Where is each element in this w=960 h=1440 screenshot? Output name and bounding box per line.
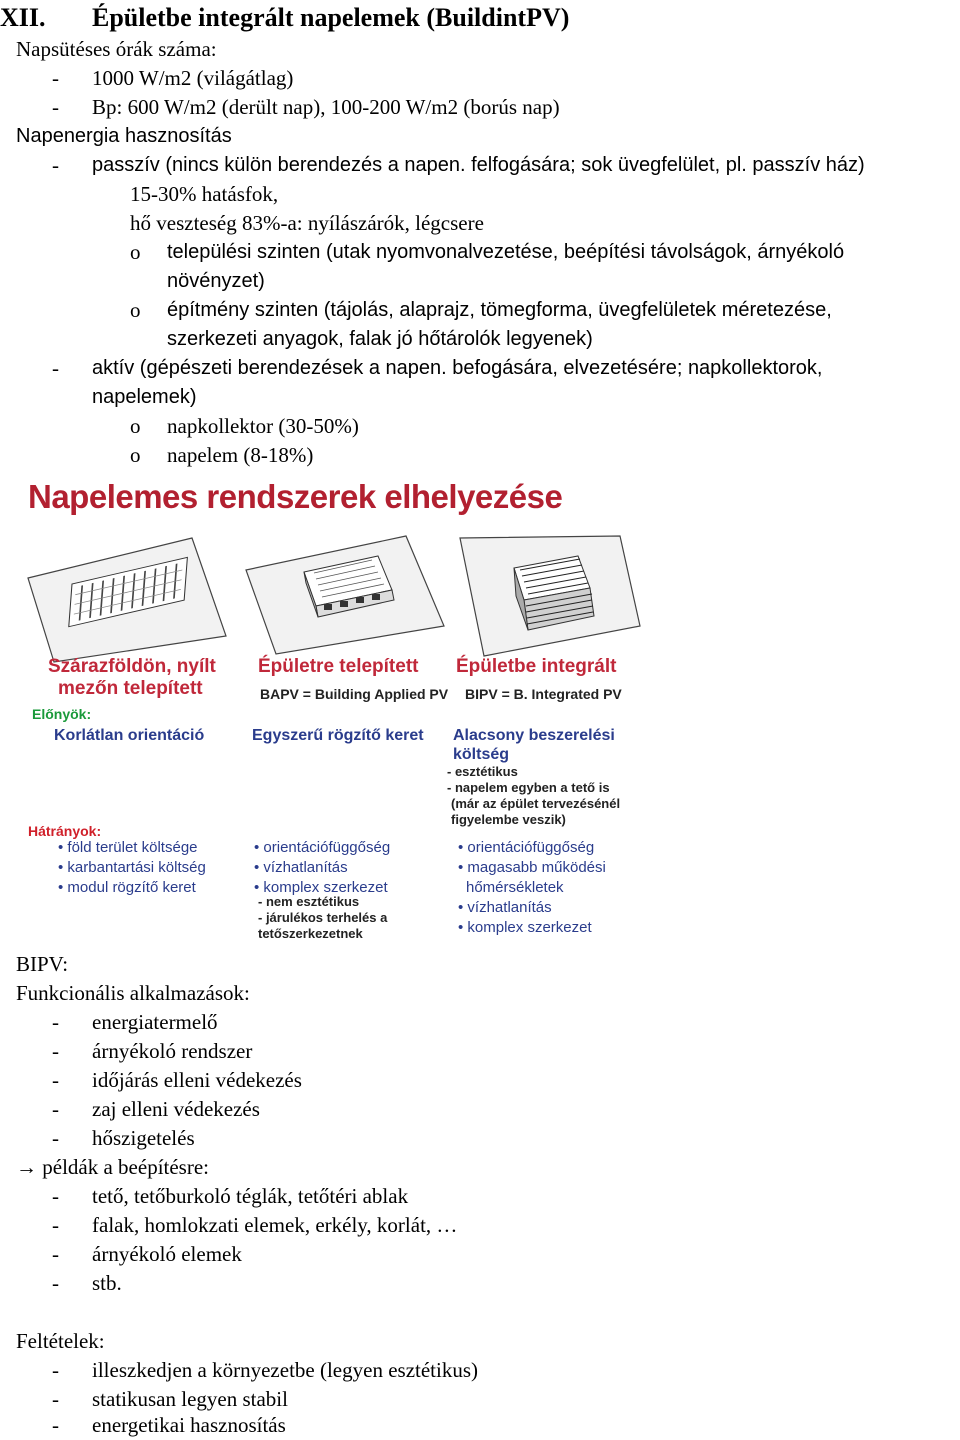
functional-item: árnyékoló rendszer bbox=[92, 1039, 253, 1063]
dash-marker: - bbox=[52, 1358, 59, 1382]
pro-line: Alacsony beszerelési bbox=[453, 727, 615, 744]
building-integrated-illustration bbox=[460, 536, 640, 656]
column-heading-line: mezőn telepített bbox=[58, 678, 203, 699]
note-line: - járulékos terhelés a bbox=[258, 910, 388, 925]
pro-bapv: Egyszerű rögzítő keret bbox=[252, 727, 424, 744]
pros-label: Előnyök: bbox=[32, 706, 92, 722]
bullet-marker: o bbox=[130, 414, 141, 438]
con-line: • karbantartási költség bbox=[58, 859, 206, 876]
building-applied-illustration bbox=[246, 536, 444, 654]
chapter-heading bbox=[0, 2, 569, 34]
functional-item: időjárás elleni védekezés bbox=[92, 1068, 302, 1092]
condition-item: illeszkedjen a környezetbe (legyen esztétikus) bbox=[92, 1358, 478, 1382]
con-line: hőmérsékletek bbox=[466, 879, 564, 896]
passive-sub-item-cont: szerkezeti anyagok, falak jó hőtárolók legyenek) bbox=[167, 328, 593, 350]
chapter-title: Épületbe integrált napelemek (BuildintPV) bbox=[92, 3, 570, 32]
chapter-number: XII. bbox=[0, 3, 46, 32]
dash-marker: - bbox=[52, 1126, 59, 1150]
pro-bipv bbox=[453, 726, 615, 764]
passive-heat-loss: hő veszteség 83%-a: nyílászárók, légcsere bbox=[130, 211, 484, 235]
example-item: falak, homlokzati elemek, erkély, korlát, … bbox=[92, 1213, 458, 1237]
column-sub-bipv: BIPV = B. Integrated PV bbox=[465, 686, 622, 702]
note-line: - nem esztétikus bbox=[258, 894, 360, 909]
note-line: - esztétikus bbox=[447, 764, 518, 779]
dash-marker: - bbox=[52, 1184, 59, 1208]
column-heading-ground bbox=[48, 656, 216, 700]
dash-marker: - bbox=[52, 95, 59, 119]
note-line: tetőszerkezetnek bbox=[258, 926, 363, 941]
note-line: - napelem egyben a tető is bbox=[447, 780, 610, 795]
functional-item: zaj elleni védekezés bbox=[92, 1097, 260, 1121]
pv-illustrations bbox=[14, 476, 650, 676]
dash-marker: - bbox=[52, 1387, 59, 1411]
column-heading-bipv: Épületbe integrált bbox=[456, 656, 617, 677]
dash-marker: - bbox=[52, 1097, 59, 1121]
figure-title: Napelemes rendszerek elhelyezése bbox=[28, 478, 563, 515]
cons-ground bbox=[58, 838, 206, 898]
column-heading-line: Szárazföldön, nyílt bbox=[48, 656, 216, 677]
condition-item: energetikai hasznosítás bbox=[92, 1413, 286, 1437]
dash-marker: - bbox=[52, 1242, 59, 1266]
con-line: • föld terület költsége bbox=[58, 839, 198, 856]
dash-marker: - bbox=[52, 66, 59, 90]
column-heading-bapv: Épületre telepített bbox=[258, 656, 419, 677]
pro-bipv-notes bbox=[447, 764, 620, 828]
cons-label: Hátrányok: bbox=[28, 823, 102, 839]
active-sub-item: napelem (8-18%) bbox=[167, 443, 314, 467]
passive-sub-item: települési szinten (utak nyomvonalvezetése, beépítési távolságok, árnyékoló bbox=[167, 241, 845, 263]
conditions-label: Feltételek: bbox=[16, 1329, 105, 1353]
cons-bapv-notes bbox=[258, 894, 387, 942]
column-sub-bapv: BAPV = Building Applied PV bbox=[260, 686, 449, 702]
dash-marker: - bbox=[52, 1413, 59, 1437]
functional-label: Funkcionális alkalmazások: bbox=[16, 981, 250, 1005]
dash-marker: - bbox=[52, 1039, 59, 1063]
con-line: • komplex szerkezet bbox=[458, 919, 592, 936]
active-item: aktív (gépészeti berendezések a napen. befogására, elvezetésére; napkollektorok, bbox=[92, 357, 823, 379]
sunshine-item: 1000 W/m2 (világátlag) bbox=[92, 66, 294, 90]
active-item-cont: napelemek) bbox=[92, 386, 197, 408]
condition-item: statikusan legyen stabil bbox=[92, 1387, 288, 1411]
pv-placement-figure bbox=[14, 476, 650, 942]
dash-marker: - bbox=[52, 1010, 59, 1034]
cons-bapv bbox=[254, 838, 390, 898]
example-item: tető, tetőburkoló téglák, tetőtéri ablak bbox=[92, 1184, 409, 1208]
pro-line: költség bbox=[453, 746, 510, 763]
examples-label: példák a beépítésre: bbox=[42, 1155, 209, 1179]
bullet-marker: o bbox=[130, 298, 141, 322]
passive-sub-item: építmény szinten (tájolás, alaprajz, tömegforma, üvegfelületek méretezése, bbox=[167, 299, 832, 321]
con-line: • vízhatlanítás bbox=[254, 859, 348, 876]
passive-item: passzív (nincs külön berendezés a napen. felfogására; sok üvegfelület, pl. passzív ház) bbox=[92, 154, 865, 176]
con-line: • orientációfüggőség bbox=[458, 839, 595, 856]
passive-efficiency: 15-30% hatásfok, bbox=[130, 182, 279, 206]
passive-sub-item-cont: növényzet) bbox=[167, 270, 265, 292]
note-line: (már az épület tervezésénél bbox=[451, 796, 621, 811]
dash-marker: - bbox=[52, 153, 59, 177]
cons-bipv bbox=[458, 838, 606, 938]
bullet-marker: o bbox=[130, 443, 141, 467]
con-line: • magasabb működési bbox=[458, 859, 606, 876]
bullet-marker: o bbox=[130, 240, 141, 264]
con-line: • modul rögzítő keret bbox=[58, 879, 196, 896]
solar-use-label: Napenergia hasznosítás bbox=[16, 125, 232, 147]
dash-marker: - bbox=[52, 1068, 59, 1092]
arrow-right-icon: → bbox=[16, 1155, 37, 1179]
bipv-label: BIPV: bbox=[16, 952, 69, 976]
note-line: figyelembe veszik) bbox=[451, 812, 566, 827]
dash-marker: - bbox=[52, 1213, 59, 1237]
ground-mounted-illustration bbox=[28, 538, 226, 662]
con-line: • orientációfüggőség bbox=[254, 839, 391, 856]
con-line: • komplex szerkezet bbox=[254, 879, 388, 896]
example-item: árnyékoló elemek bbox=[92, 1242, 242, 1266]
sunshine-label: Napsütéses órák száma: bbox=[16, 37, 217, 61]
dash-marker: - bbox=[52, 1271, 59, 1295]
functional-item: hőszigetelés bbox=[92, 1126, 195, 1150]
con-line: • vízhatlanítás bbox=[458, 899, 552, 916]
pro-ground: Korlátlan orientáció bbox=[54, 727, 205, 744]
dash-marker: - bbox=[52, 356, 59, 380]
examples-heading bbox=[16, 1153, 209, 1182]
example-item: stb. bbox=[92, 1271, 122, 1295]
functional-item: energiatermelő bbox=[92, 1010, 218, 1034]
active-sub-item: napkollektor (30-50%) bbox=[167, 414, 359, 438]
sunshine-item: Bp: 600 W/m2 (derült nap), 100-200 W/m2 (borús nap) bbox=[92, 95, 560, 119]
